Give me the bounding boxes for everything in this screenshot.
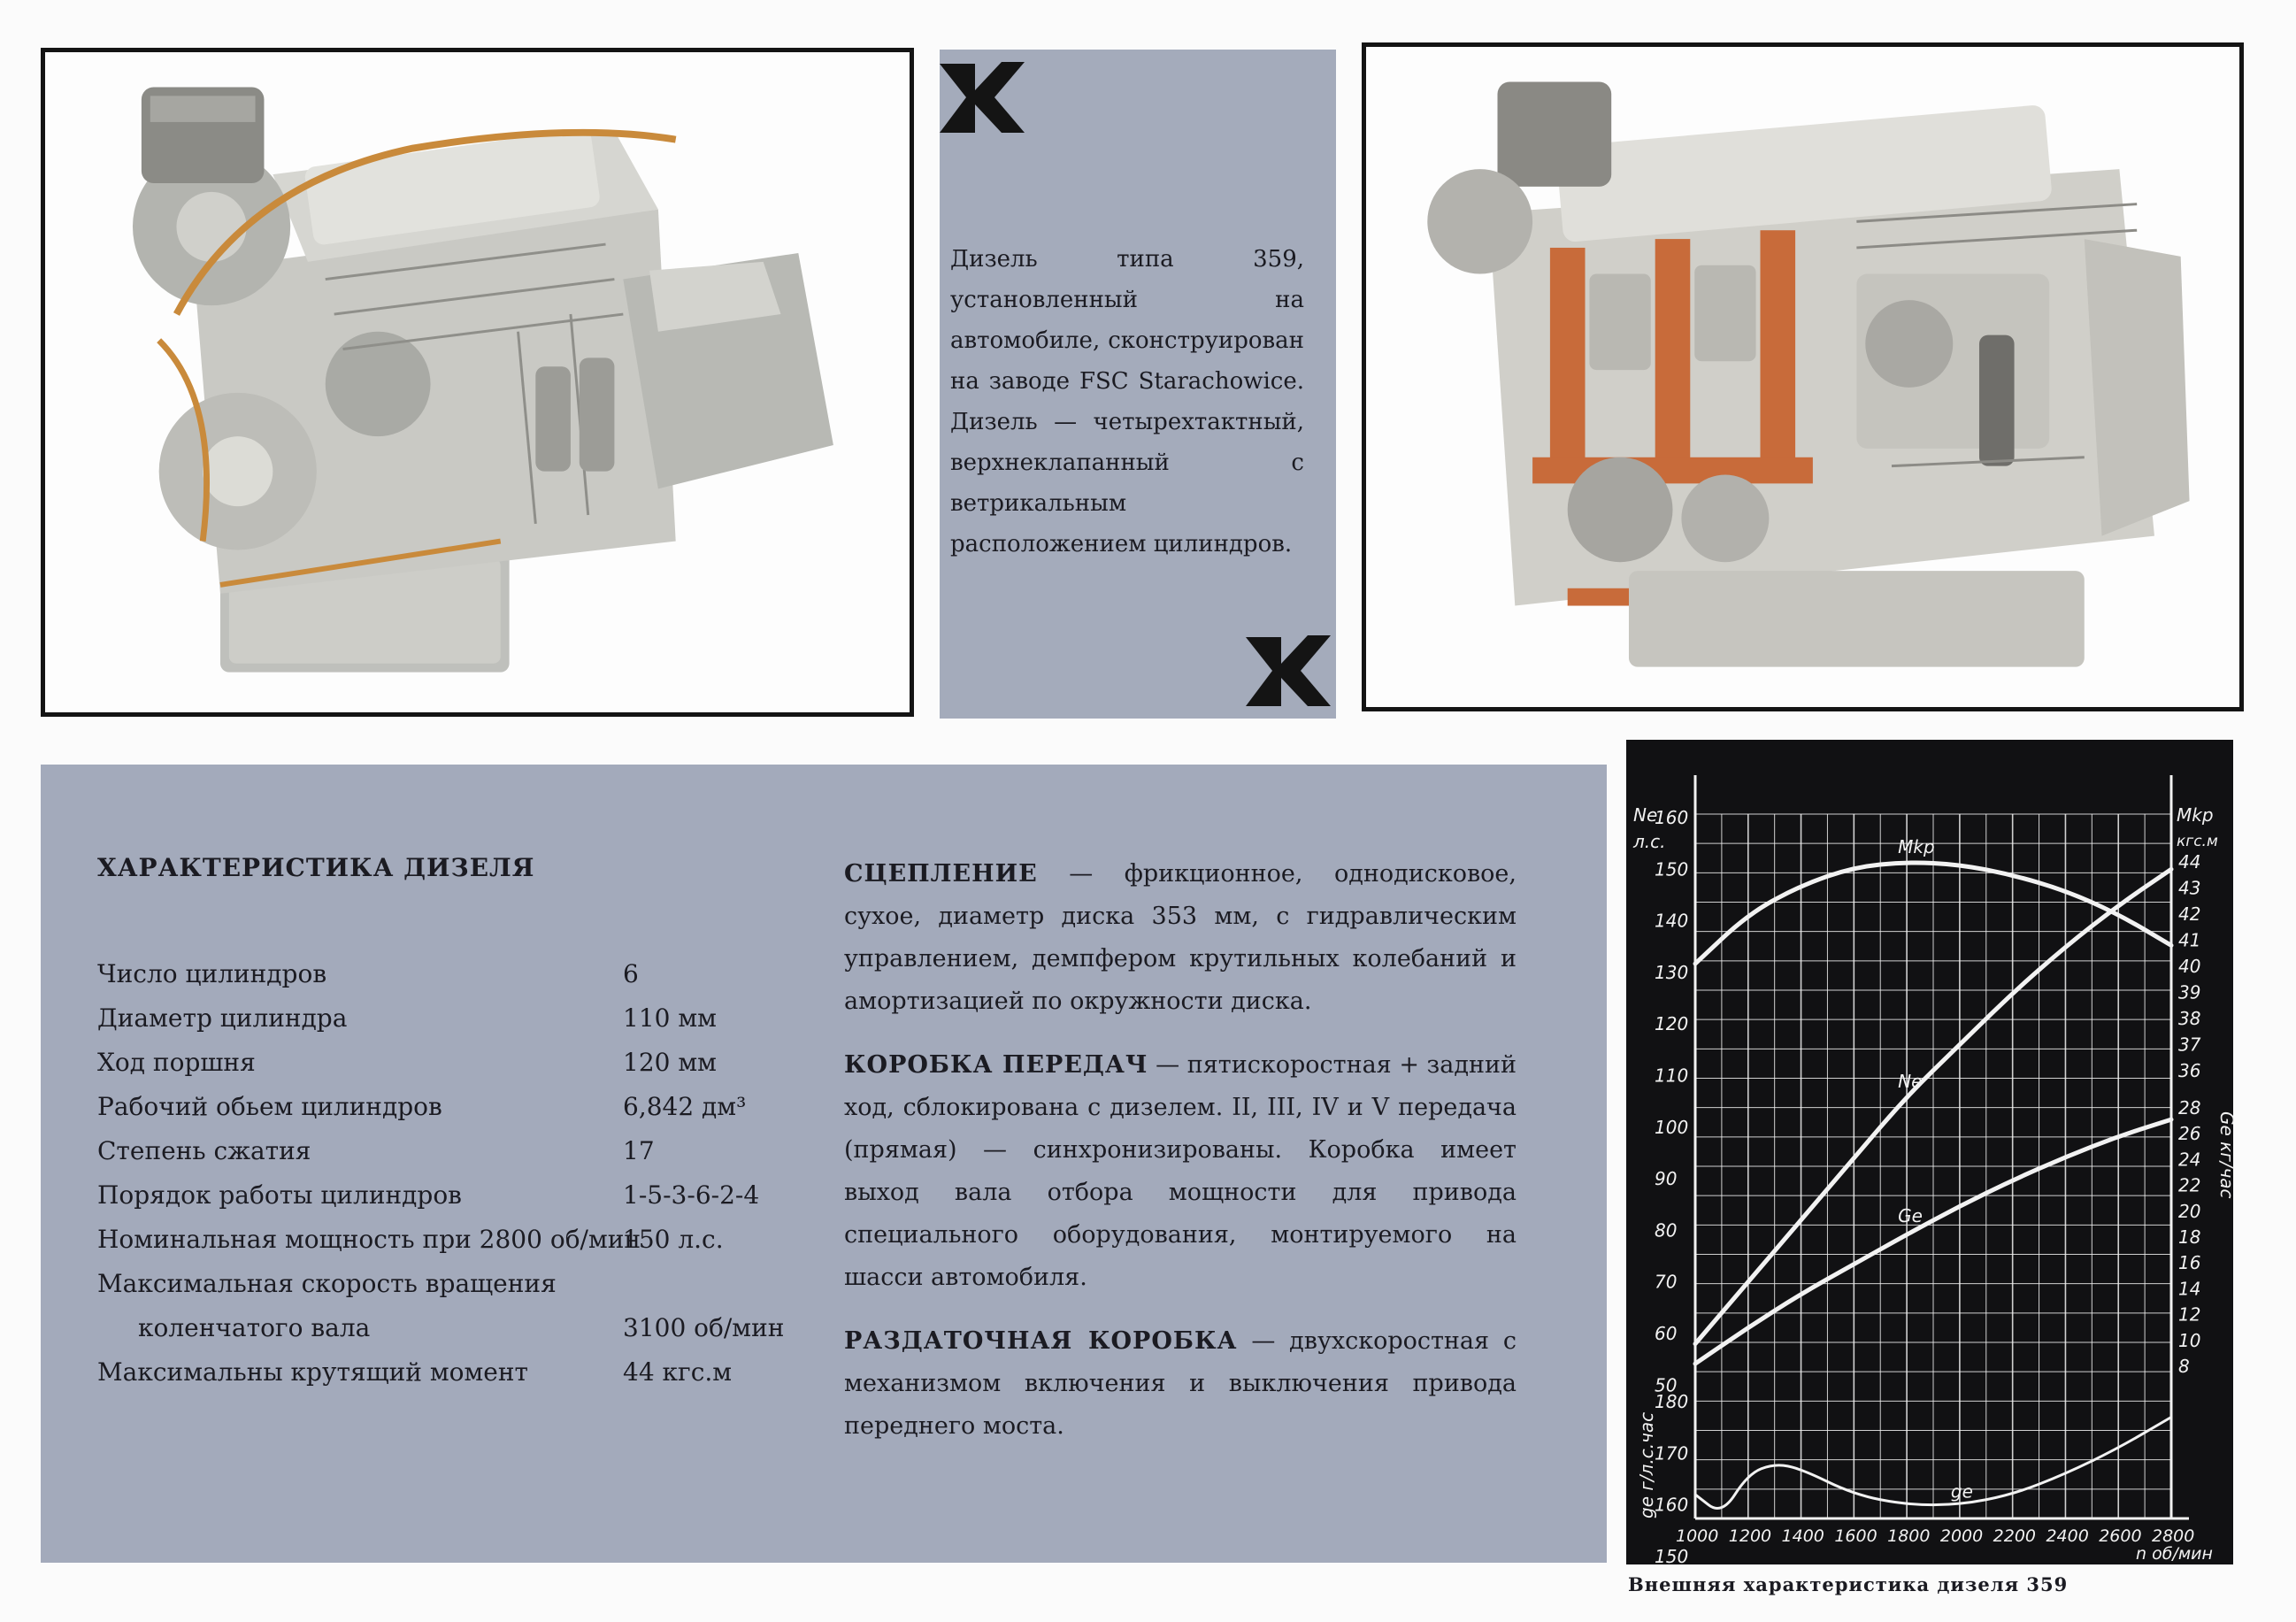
right-fuel-tick-label: 24 (2178, 1149, 2201, 1171)
right-fuel-tick-label: 22 (2178, 1174, 2201, 1196)
spec-label: Ход поршня (97, 1048, 256, 1077)
left-tick-label: 100 (1655, 1116, 1689, 1138)
spec-label: Диаметр цилиндра (97, 1003, 348, 1033)
right-tick-label: 38 (2178, 1008, 2201, 1029)
desc-text: — двухскоростная с механизмом включения и выключения привода переднего моста. (844, 1327, 1517, 1440)
desc-heading: СЦЕПЛЕНИЕ (844, 860, 1038, 888)
left-tick-label: 110 (1655, 1065, 1689, 1087)
right-tick-label: 41 (2178, 929, 2201, 951)
series-ge-label: ge (1950, 1480, 1973, 1503)
chart-svg (1626, 740, 2238, 1567)
right-tick-label: 42 (2178, 903, 2201, 925)
desc-paragraph-gearbox (844, 1044, 1517, 1299)
right-fuel-tick-label: 18 (2178, 1226, 2201, 1248)
series-Mkp-label: Mkp (1898, 836, 1935, 857)
right-tick-label: 43 (2178, 877, 2201, 899)
spec-row (97, 1129, 876, 1173)
spec-row (97, 1085, 876, 1129)
left-tick-label: 60 (1655, 1323, 1678, 1344)
spec-panel (41, 765, 1607, 1563)
left-tick-label: 150 (1655, 858, 1689, 880)
x-tick-label: 1800 (1887, 1526, 1931, 1546)
spec-value: 3100 об/мин (623, 1313, 785, 1342)
desc-text: — пятискоростная + задний ход, сблокирована с дизелем. II, III, IV и V передача (прямая) — синхронизированы. Коробка имеет выход вала отбора мощности для привода специального оборудования, монтируемого на шасси автомобиля. (844, 1051, 1517, 1291)
spec-value: 150 л.с. (623, 1225, 724, 1254)
right-axis-unit: кгс.м (2177, 833, 2218, 850)
left-tick-label: 140 (1655, 910, 1689, 932)
spec-label: Порядок работы цилиндров (97, 1180, 462, 1210)
x-tick-label: 2600 (2099, 1526, 2142, 1546)
right-fuel-tick-label: 28 (2178, 1097, 2201, 1118)
spec-value: 110 мм (623, 1003, 717, 1033)
left-tick-label: 120 (1655, 1013, 1689, 1035)
desc-paragraph-transfer (844, 1320, 1517, 1448)
left-fuel-tick-label: 170 (1655, 1442, 1689, 1464)
spec-value: 6,842 дм³ (623, 1092, 747, 1121)
spec-value: 120 мм (623, 1048, 717, 1077)
right-fuel-tick-label: 8 (2178, 1356, 2190, 1377)
left-fuel-tick-label: 160 (1655, 1494, 1689, 1516)
engine-cutaway-photo (1362, 42, 2244, 711)
left-axis-label: Ne (1633, 804, 1658, 826)
desc-heading: КОРОБКА ПЕРЕДАЧ (844, 1051, 1148, 1079)
x-tick-label: 2200 (1993, 1526, 2037, 1546)
spec-row (97, 952, 876, 996)
right-fuel-tick-label: 12 (2178, 1303, 2201, 1326)
right-tick-label: 44 (2178, 851, 2201, 872)
left-tick-label: 70 (1655, 1271, 1678, 1293)
left-tick-label: 80 (1655, 1219, 1678, 1241)
spec-value: 17 (623, 1136, 655, 1165)
spec-label-line2: коленчатого вала (138, 1313, 371, 1342)
left-fuel-tick-label: 150 (1655, 1545, 1689, 1567)
spec-row (97, 1041, 876, 1085)
spec-label-line1: Максимальная скорость вращения (97, 1269, 557, 1298)
series-Ne-label: Ne (1898, 1070, 1923, 1092)
x-tick-label: 2800 (2152, 1526, 2195, 1546)
spec-label: Число цилиндров (97, 959, 327, 988)
x-tick-label: 2400 (2046, 1526, 2089, 1546)
right-fuel-tick-label: 10 (2178, 1329, 2201, 1351)
engine-caption: Дизель типа 359, установленный на автомобиле, сконструирован на заводе FSC Starachowice. Дизель — четырехтактный, верхнеклапанный с ветрикальным расположением цилиндров. (950, 246, 1304, 557)
right-fuel-axis-label: Ge кг/час (2216, 1111, 2238, 1199)
chart-caption: Внешняя характеристика дизеля 359 (1628, 1573, 2069, 1595)
x-tick-label: 1400 (1781, 1526, 1824, 1546)
left-tick-label: 130 (1655, 961, 1689, 983)
right-tick-label: 40 (2178, 956, 2201, 977)
right-axis-label: Mkp (2177, 804, 2214, 826)
spec-label: Степень сжатия (97, 1136, 311, 1165)
spec-value: 6 (623, 959, 639, 988)
spec-row (97, 996, 876, 1041)
right-fuel-tick-label: 20 (2178, 1200, 2201, 1222)
left-axis-unit: л.с. (1633, 831, 1666, 852)
right-tick-label: 37 (2178, 1034, 2201, 1056)
description-block (844, 853, 1517, 1469)
engine-cutaway-illustration (1366, 47, 2239, 707)
spec-label (97, 1262, 557, 1350)
left-tick-label: 50 (1655, 1374, 1678, 1396)
spec-table (97, 952, 876, 1395)
spec-value: 1-5-3-6-2-4 (623, 1180, 760, 1210)
engine-photo (41, 48, 914, 717)
left-fuel-axis-label: ge г/л.с.час (1636, 1411, 1657, 1518)
fsc-logo-icon (940, 55, 1025, 140)
left-tick-label: 160 (1655, 807, 1689, 828)
right-fuel-tick-label: 16 (2178, 1252, 2201, 1274)
desc-paragraph-clutch (844, 853, 1517, 1023)
desc-text: — фрикционное, однодисковое, сухое, диаметр диска 353 мм, с гидравлическим управлением, демпфером крутильных колебаний и амортизацией по окружности диска. (844, 860, 1517, 1015)
left-fuel-tick-label: 180 (1655, 1391, 1689, 1412)
spec-label: Максимальны крутящий момент (97, 1357, 529, 1387)
right-tick-label: 36 (2178, 1060, 2201, 1081)
left-tick-label: 90 (1655, 1168, 1678, 1190)
spec-row (97, 1350, 876, 1395)
x-tick-label: 1200 (1728, 1526, 1772, 1546)
fsc-logo-icon (1246, 628, 1331, 713)
spec-value: 44 кгс.м (623, 1357, 733, 1387)
right-fuel-tick-label: 14 (2178, 1278, 2201, 1300)
engine-characteristic-chart (1626, 740, 2238, 1567)
spec-row (97, 1173, 876, 1218)
series-Ge-label: Ge (1898, 1205, 1923, 1227)
x-tick-label: 1600 (1834, 1526, 1877, 1546)
caption-panel (940, 50, 1336, 719)
desc-heading: РАЗДАТОЧНАЯ КОРОБКА (844, 1327, 1238, 1355)
engine-illustration (45, 52, 910, 712)
right-tick-label: 39 (2178, 981, 2201, 1003)
x-tick-label: 1000 (1676, 1526, 1719, 1546)
spec-row (97, 1262, 876, 1350)
spec-label: Номинальная мощность при 2800 об/мин (97, 1225, 641, 1254)
x-tick-label: 2000 (1939, 1526, 1984, 1546)
spec-title: ХАРАКТЕРИСТИКА ДИЗЕЛЯ (97, 853, 535, 882)
x-axis-label: n об/мин (2136, 1544, 2213, 1564)
right-fuel-tick-label: 26 (2178, 1123, 2201, 1145)
spec-row (97, 1218, 876, 1262)
spec-label: Рабочий обьем цилиндров (97, 1092, 442, 1121)
